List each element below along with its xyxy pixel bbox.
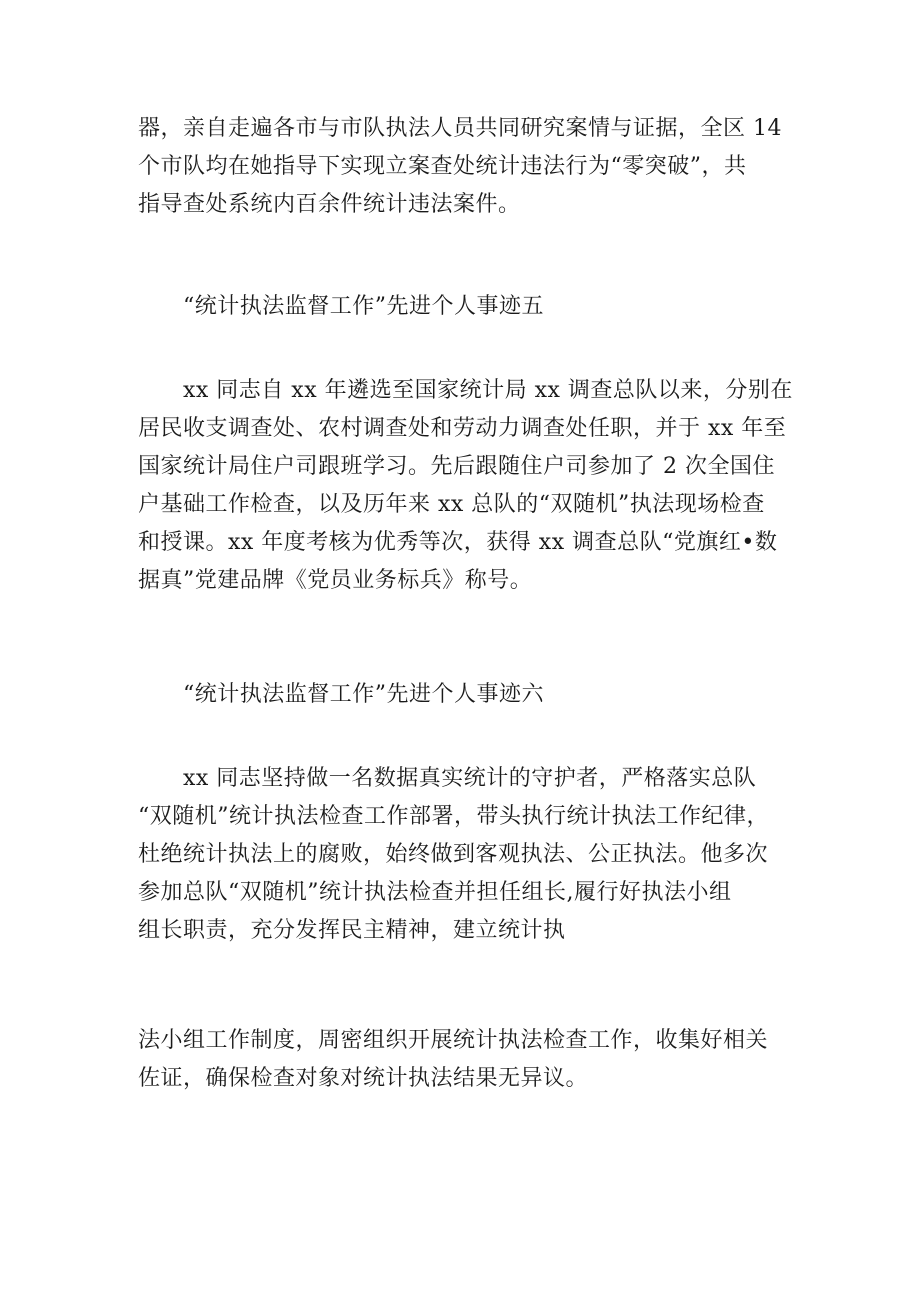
text-line: 佐证，确保检查对象对统计执法结果无异议。 — [138, 1066, 589, 1091]
text-line: 参加总队“双随机”统计执法检查并担任组长,履行好执法小组 — [138, 880, 732, 905]
text-line: 个市队均在她指导下实现立案查处统计违法行为“零突破”，共 — [138, 154, 747, 179]
text-line: xx 同志坚持做一名数据真实统计的守护者，严格落实总队 — [138, 766, 757, 791]
text-line: 户基础工作检查，以及历年来 xx 总队的“双随机”执法现场检查 — [138, 492, 765, 517]
text-line: 居民收支调查处、农村调查处和劳动力调查处任职，并于 xx 年至 — [138, 416, 787, 441]
text-line: 器，亲自走遍各市与市队执法人员共同研究案情与证据，全区 14 — [138, 116, 782, 141]
section-heading-five: “统计执法监督工作”先进个人事迹五 — [183, 294, 544, 319]
paragraph-six — [138, 760, 788, 950]
text-line: 指导查处系统内百余件统计违法案件。 — [138, 192, 521, 217]
text-line: “双随机”统计执法检查工作部署，带头执行统计执法工作纪律， — [138, 804, 769, 829]
paragraph-five — [138, 372, 793, 600]
section-heading-six: “统计执法监督工作”先进个人事迹六 — [183, 682, 544, 707]
text-line: xx 同志自 xx 年遴选至国家统计局 xx 调查总队以来，分别在 — [138, 378, 793, 403]
text-line: 国家统计局住户司跟班学习。先后跟随住户司参加了 2 次全国住 — [138, 454, 775, 479]
text-line: 法小组工作制度，周密组织开展统计执法检查工作，收集好相关 — [138, 1028, 769, 1053]
text-line: 组长职责，充分发挥民主精神，建立统计执 — [138, 918, 566, 943]
paragraph-six-continued — [138, 1022, 788, 1098]
text-line: 和授课。xx 年度考核为优秀等次，获得 xx 调查总队“党旗红•数 — [138, 530, 778, 555]
text-line: 杜绝统计执法上的腐败，始终做到客观执法、公正执法。他多次 — [138, 842, 769, 867]
text-line: 据真”党建品牌《党员业务标兵》称号。 — [138, 568, 533, 593]
paragraph-intro — [138, 110, 788, 224]
